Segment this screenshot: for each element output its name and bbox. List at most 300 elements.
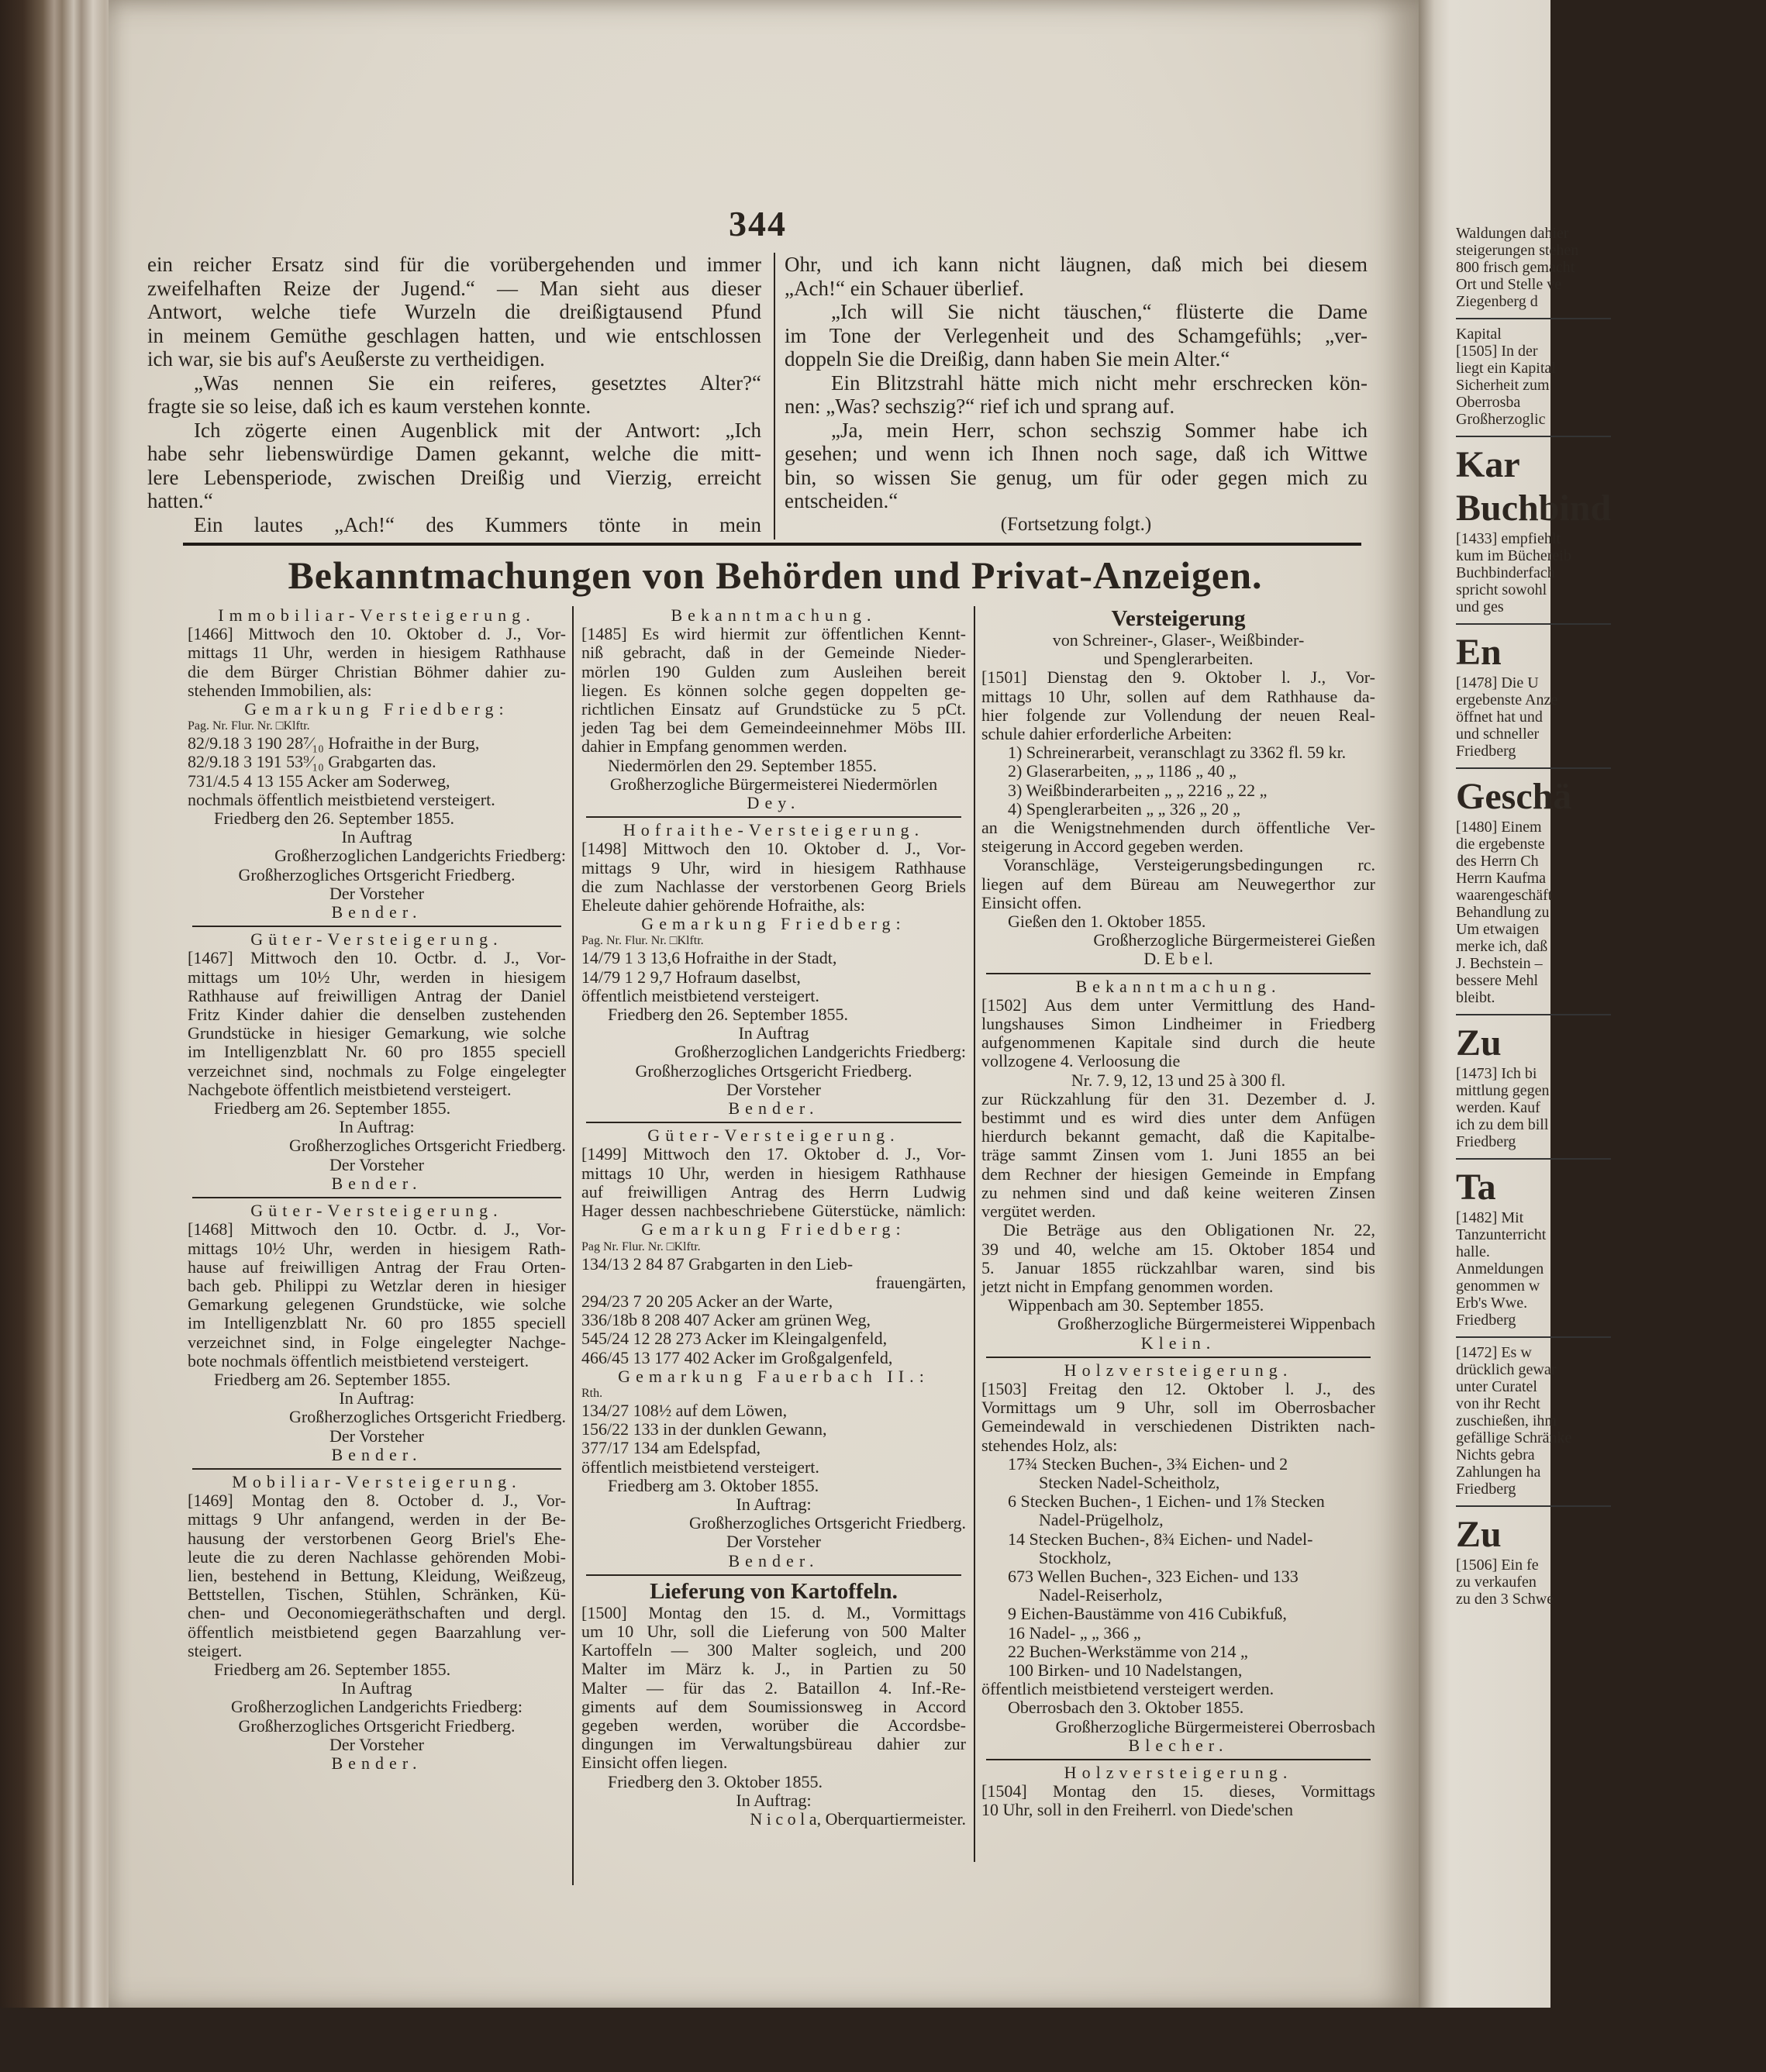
adjacent-page-text-fragment: liegt ein Kapital xyxy=(1456,360,1556,377)
announcement-text-line: mittags 11 Uhr, werden in hiesigem Rathhause xyxy=(188,643,566,663)
adjacent-page-text-fragment: des Herrn Ch xyxy=(1456,853,1539,870)
announcement-divider xyxy=(586,1122,961,1123)
signature-line: D. E b e l. xyxy=(1143,949,1213,969)
announcement-text-line: 1) Schreinerarbeit, veranschlagt zu 3362 fl. 59 kr. xyxy=(1008,743,1347,763)
announcement-text-line: steigerung in Accord gegeben werden. xyxy=(981,836,1243,857)
story-text-line: hatten.“ xyxy=(147,489,213,512)
announcement-text-line: stehendes Holz, als: xyxy=(981,1435,1118,1455)
story-text-line: gesehen; und wenn ich Ihnen noch sage, daß ich Wittwe xyxy=(785,442,1368,465)
announcement-text-line: lungshauses Simon Lindheimer in Friedberg xyxy=(981,1014,1375,1034)
adjacent-page-text-fragment: unter Curatel xyxy=(1456,1378,1537,1395)
announcement-text-line: Gemeindewald in verschiedenen Distrikten nach- xyxy=(981,1416,1375,1436)
fragment-divider xyxy=(1456,623,1611,625)
announcement-text-line: [1500] Montag den 15. d. M., Vormittags xyxy=(581,1602,966,1622)
announcement-text-line: 336/18b 8 208 407 Acker am grünen Weg, xyxy=(581,1310,871,1330)
announcement-heading: Bender. xyxy=(728,1550,819,1570)
adjacent-page-text-fragment: Zu xyxy=(1456,1022,1502,1064)
announcement-text-line: hierdurch bekannt gemacht, daß die Kapitalbe- xyxy=(981,1126,1375,1146)
adjacent-page-text-fragment: Großherzoglic xyxy=(1456,411,1546,428)
section-rule xyxy=(183,543,1361,546)
announcement-heading: Blecher. xyxy=(1128,1735,1229,1755)
signature-line: Großherzogliches Ortsgericht Friedberg. xyxy=(289,1407,566,1427)
announcement-text-line: bote nochmals öffentlich meistbietend versteigert. xyxy=(188,1350,529,1370)
adjacent-page-text-fragment: [1472] Es w xyxy=(1456,1344,1532,1361)
adjacent-page-text-fragment: [1506] Ein fe xyxy=(1456,1557,1539,1574)
announcement-text-line: Fritz Kinder dahier die denselben zustehenden xyxy=(188,1005,566,1025)
signature-line: Der Vorsteher xyxy=(329,1154,424,1174)
signature-line: und Spenglerarbeiten. xyxy=(1103,649,1254,669)
announcement-text-line: [1503] Freitag den 12. Oktober l. J., des xyxy=(981,1378,1375,1398)
announcement-text-line: Gießen den 1. Oktober 1855. xyxy=(1008,912,1206,932)
announcement-text-line: [1502] Aus dem unter Vermittlung des Hand- xyxy=(981,995,1375,1015)
adjacent-page-text-fragment: und schneller xyxy=(1456,726,1540,743)
signature-line: Großherzogliches Ortsgericht Friedberg. xyxy=(238,1715,516,1736)
story-text-line: in meinem Gemüthe geschlagen hatten, und wie entschlossen xyxy=(147,323,761,347)
signature-line: Der Vorsteher xyxy=(726,1079,821,1099)
announcement-text-line: lien, bestehend in Bettung, Kleidung, Weißzeug, xyxy=(188,1565,566,1585)
signature-line: In Auftrag xyxy=(341,1678,412,1698)
announcement-text-line: im Intelligenzblatt Nr. 60 pro 1855 speciell xyxy=(188,1313,566,1333)
adjacent-page-text-fragment: Nichts gebra xyxy=(1456,1446,1535,1464)
announcement-text-line: 673 Wellen Buchen-, 323 Eichen- und 133 xyxy=(1008,1566,1299,1586)
announcement-text-line: mittags 10 Uhr, werden in hiesigem Rathhause xyxy=(581,1163,966,1183)
adjacent-page-text-fragment: Ort und Stelle ve xyxy=(1456,276,1562,293)
announcement-text-line: Stecken Nadel-Scheitholz, xyxy=(1039,1472,1220,1492)
adjacent-page-text-fragment: Behandlung zu xyxy=(1456,904,1550,921)
adjacent-page-text-fragment: [1482] Mit xyxy=(1456,1209,1524,1226)
announcement-text-line: 134/13 2 84 87 Grabgarten in den Lieb- xyxy=(581,1253,854,1274)
announcement-heading: Bekanntmachung. xyxy=(671,605,877,625)
adjacent-page-text-fragment: Buchbinderfach xyxy=(1456,564,1555,581)
adjacent-page-text-fragment: bessere Mehl xyxy=(1456,972,1539,989)
adjacent-page-text-fragment: genommen w xyxy=(1456,1277,1540,1295)
announcement-text-line: vollzogene 4. Verloosung die xyxy=(981,1051,1181,1071)
story-text-line: bin, so wissen Sie genug, um für oder gegen mich zu xyxy=(785,465,1368,489)
adjacent-page-text-fragment: Tanzunterricht xyxy=(1456,1226,1547,1243)
announcement-text-line: verzeichnet sind, nochmals zu Folge eingelegter xyxy=(188,1060,566,1081)
announcement-text-line: die dem Bürger Christian Böhmer dahier zu- xyxy=(188,661,566,681)
announcement-text-line: mittags 10½ Uhr, werden in hiesigem Rath- xyxy=(188,1238,566,1258)
announcement-text-line: [1485] Es wird hiermit zur öffentlichen Kennt- xyxy=(581,624,966,644)
announcement-text-line: hier folgende zur Vollendung der neuen Real- xyxy=(981,705,1375,725)
signature-line: Großherzogliche Bürgermeisterei Niedermörlen xyxy=(609,774,938,794)
announcement-text-line: [1498] Mittwoch den 10. Oktober d. J., Vor- xyxy=(581,839,966,859)
announcement-text-line: mittags um 10½ Uhr, werden in hiesigem xyxy=(188,967,566,987)
adjacent-page-text-fragment: öffnet hat und xyxy=(1456,708,1543,726)
announcement-divider xyxy=(986,973,1371,974)
announcement-text-line: 377/17 134 am Edelspfad, xyxy=(581,1438,761,1458)
announcement-text-line: [1504] Montag den 15. dieses, Vormittags xyxy=(981,1781,1375,1801)
announcement-text-line: Bettstellen, Tischen, Stühlen, Schränken, Kü- xyxy=(188,1584,566,1605)
announcement-text-line: Gemarkung gelegenen Grundstücke, wie solche xyxy=(188,1295,566,1315)
announcement-text-line: 100 Birken- und 10 Nadelstangen, xyxy=(1008,1660,1243,1680)
signature-line: Großherzogliches Ortsgericht Friedberg. xyxy=(689,1513,966,1533)
announcement-text-line: an die Wenigstnehmenden durch öffentliche Ver- xyxy=(981,818,1375,838)
signature-line: Der Vorsteher xyxy=(329,1426,424,1446)
adjacent-page-text-fragment: und ges xyxy=(1456,598,1504,615)
story-text-line: nen: „Was? sechszig?“ rief ich und sprang auf. xyxy=(785,395,1175,418)
adjacent-page-text-fragment: drücklich gewar xyxy=(1456,1361,1557,1378)
column-divider xyxy=(774,253,775,540)
announcement-text-line: Friedberg am 26. September 1855. xyxy=(214,1369,451,1389)
adjacent-page-text-fragment: [1473] Ich bi xyxy=(1456,1065,1537,1082)
signature-line: In Auftrag xyxy=(341,827,412,847)
announcement-heading: Güter-Versteigerung. xyxy=(250,1201,503,1221)
adjacent-page xyxy=(1419,0,1612,2015)
announcement-text-line: [1467] Mittwoch den 10. Octbr. d. J., Vor- xyxy=(188,948,566,968)
announcement-text-line: 9 Eichen-Baustämme von 416 Cubikfuß, xyxy=(1008,1604,1287,1624)
announcement-text-line: mörlen 190 Gulden zum Ausleihen bereit xyxy=(581,661,966,681)
adjacent-page-text-fragment: Kapital xyxy=(1456,326,1502,343)
fragment-divider xyxy=(1456,1014,1611,1015)
adjacent-page-text-fragment: Kar xyxy=(1456,444,1520,485)
signature-line: Der Vorsteher xyxy=(329,1734,424,1754)
announcement-heading: Bender. xyxy=(728,1098,819,1119)
announcement-heading: Bender. xyxy=(331,1444,423,1464)
announcement-heading: Bender. xyxy=(331,902,423,922)
announcement-text-line: Rathhause auf freiwilligen Antrag der Daniel xyxy=(188,985,566,1005)
adjacent-page-text-fragment: steigerungen stehen xyxy=(1456,242,1579,259)
story-text-line: doppeln Sie die Dreißig, dann haben Sie mein Alter.“ xyxy=(785,347,1230,371)
announcement-heading: Güter-Versteigerung. xyxy=(647,1126,900,1146)
announcement-divider xyxy=(986,1357,1371,1358)
adjacent-page-text-fragment: von ihr Recht xyxy=(1456,1395,1540,1412)
announcement-heading: Immobiliar-Versteigerung. xyxy=(218,605,536,625)
table-header: Pag Nr. Flur. Nr. □Klftr. xyxy=(581,1239,701,1253)
announcement-text-line: hause auf freiwilligen Antrag der Frau Orten- xyxy=(188,1257,566,1277)
announcement-text-line: öffentlich meistbietend versteigert. xyxy=(581,1457,819,1477)
announcement-text-line: zu nehmen sind und daß keine weiteren Zinsen xyxy=(981,1182,1375,1202)
adjacent-page-text-fragment: Ziegenberg d xyxy=(1456,293,1538,310)
announcement-text-line: träge sammt Zinsen vom 1. Juni 1855 an bei xyxy=(981,1145,1375,1165)
announcement-text-line: Einsicht offen. xyxy=(981,892,1082,912)
signature-line: Großherzoglichen Landgerichts Friedberg: xyxy=(231,1697,523,1717)
announcement-text-line: jeden Tag bei dem Gemeindeeinnehmer Möbs III. xyxy=(581,718,966,738)
fragment-divider xyxy=(1456,767,1611,769)
announcement-text-line: Nadel-Reiserholz, xyxy=(1039,1585,1163,1605)
serial-story-left-column xyxy=(147,253,761,536)
announcement-text-line: chen- und Oeconomiegeräthschaften und dergl. xyxy=(188,1603,566,1623)
adjacent-page-text-fragment: kum im Büchereib xyxy=(1456,547,1571,564)
announcement-heading: Gemarkung Friedberg: xyxy=(641,1219,906,1239)
fragment-divider xyxy=(1456,436,1611,437)
fragment-divider xyxy=(1456,1336,1611,1338)
adjacent-page-text-fragment: [1433] empfiehlt xyxy=(1456,530,1561,547)
adjacent-page-text-fragment: mittlung gegen xyxy=(1456,1082,1550,1099)
announcement-text-line: steigert. xyxy=(188,1640,243,1660)
announcement-heading: Klein. xyxy=(1140,1332,1216,1353)
announcement-heading: Güter-Versteigerung. xyxy=(250,929,503,950)
announcement-text-line: Eheleute dahier gehörende Hofraithe, als: xyxy=(581,895,865,915)
signature-line: Großherzogliches Ortsgericht Friedberg. xyxy=(238,864,516,884)
announcement-text-line: Hager dessen nachbeschriebene Güterstücke, nämlich: xyxy=(581,1201,966,1221)
announcement-text-line: 10 Uhr, soll in den Freiherrl. von Diede'schen xyxy=(981,1800,1294,1820)
announcement-text-line: Grundstücke in hiesiger Gemarkung, wie solche xyxy=(188,1023,566,1043)
adjacent-page-text-fragment: Friedberg xyxy=(1456,1481,1516,1498)
announcement-text-line: Nadel-Prügelholz, xyxy=(1039,1510,1164,1530)
announcement-text-line: Oberrosbach den 3. Oktober 1855. xyxy=(1008,1698,1244,1718)
signature-line: In Auftrag: xyxy=(339,1388,415,1408)
announcement-text-line: 82/9.18 3 190 28⁷⁄₁₀ Hofraithe in der Burg, xyxy=(188,733,480,753)
signature-line: Großherzoglichen Landgerichts Friedberg: xyxy=(674,1042,966,1062)
adjacent-page-text-fragment: Zu xyxy=(1456,1514,1502,1555)
announcement-text-line: Vormittags um 9 Uhr, soll im Oberrosbacher xyxy=(981,1398,1375,1418)
announcement-divider xyxy=(586,1574,961,1576)
announcement-heading: Holzversteigerung. xyxy=(1064,1360,1293,1380)
announcement-text-line: öffentlich meistbietend versteigert werden. xyxy=(981,1679,1274,1699)
adjacent-page-text-fragment: Friedberg xyxy=(1456,1133,1516,1150)
announcement-text-line: 134/27 108½ auf dem Löwen, xyxy=(581,1400,788,1420)
signature-line: Großherzogliche Bürgermeisterei Wippenbach xyxy=(1057,1314,1375,1334)
adjacent-page-text-fragment: zu verkaufen xyxy=(1456,1574,1537,1591)
adjacent-page-text-fragment: Ta xyxy=(1456,1167,1496,1208)
announcement-text-line: 5. Januar 1855 rückzahlbar waren, sind bis xyxy=(981,1257,1375,1277)
announcement-heading: Mobiliar-Versteigerung. xyxy=(232,1471,522,1491)
announcement-heading: Gemarkung Fauerbach II.: xyxy=(618,1366,930,1386)
announcement-heading: Hofraithe-Versteigerung. xyxy=(623,820,925,840)
fragment-divider xyxy=(1456,1505,1611,1507)
announcements-headline: Bekanntmachungen von Behörden und Privat-Anzeigen. xyxy=(288,553,1263,597)
story-text-line: fragte sie so leise, daß ich es kaum verstehen konnte. xyxy=(147,395,592,418)
announcement-text-line: [1499] Mittwoch den 17. Oktober d. J., Vor- xyxy=(581,1144,966,1164)
signature-line: Großherzogliches Ortsgericht Friedberg. xyxy=(289,1136,566,1156)
adjacent-page-text-fragment: Herrn Kaufma xyxy=(1456,870,1547,887)
announcement-text-line: 22 Buchen-Werkstämme von 214 „ xyxy=(1008,1641,1248,1661)
announcement-text-line: hausung der verstorbenen Georg Briel's Ehe- xyxy=(188,1528,566,1548)
announcement-text-line: giments auf dem Soumissionsweg in Accord xyxy=(581,1696,966,1716)
announcement-text-line: Nachgebote öffentlich meistbietend versteigert. xyxy=(188,1079,512,1099)
adjacent-page-text-fragment: Um etwaigen xyxy=(1456,921,1540,938)
story-text-line: Ein Blitzstrahl hätte mich nicht mehr erschrecken kön- xyxy=(831,371,1368,395)
announcement-text-line: Stockholz, xyxy=(1039,1547,1112,1567)
announcement-text-line: dem Rechner der hiesigen Gemeinde in Empfang xyxy=(981,1164,1375,1184)
announcement-text-line: mittags 9 Uhr anfangend, werden in der Be- xyxy=(188,1509,566,1529)
announcement-text-line: die zum Nachlasse der verstorbenen Georg Briels xyxy=(581,876,966,896)
announcement-text-line: [1501] Dienstag den 9. Oktober l. J., Vor- xyxy=(981,667,1375,688)
announcement-text-line: gegeben werden, worüber die Accordsbe- xyxy=(581,1715,966,1735)
adjacent-page-text-fragment: En xyxy=(1456,632,1502,673)
announcement-text-line: 14/79 1 2 9,7 Hofraum daselbst, xyxy=(581,967,801,987)
story-text-line: Ohr, und ich kann nicht läugnen, daß mich bei diesem xyxy=(785,253,1368,276)
signature-line: Großherzogliche Bürgermeisterei Oberrosbach xyxy=(1055,1716,1375,1736)
announcement-text-line: liegen. Es können solche gegen doppelten ge- xyxy=(581,680,966,700)
announcement-heading: Dey. xyxy=(747,793,801,813)
announcement-text-line: öffentlich meistbietend gegen Baarzahlung ver- xyxy=(188,1622,566,1642)
announcement-text-line: mittags 10 Uhr, sollen auf dem Rathhause da- xyxy=(981,686,1375,706)
page-number: 344 xyxy=(729,204,787,243)
story-text-line: „Ich will Sie nicht täuschen,“ flüsterte die Dame xyxy=(831,300,1368,323)
announcement-text-line: Niedermörlen den 29. September 1855. xyxy=(608,755,878,775)
announcement-text-line: 545/24 12 28 273 Acker im Kleingalgenfeld, xyxy=(581,1329,888,1349)
story-text-line: im Tone der Verlegenheit und des Schamgefühls; „ver- xyxy=(785,323,1368,347)
announcement-text-line: öffentlich meistbietend versteigert. xyxy=(581,985,819,1005)
announcement-text-line: Friedberg am 3. Oktober 1855. xyxy=(608,1475,819,1495)
announcement-text-line: 39 und 40, welche am 15. Oktober 1854 und xyxy=(981,1239,1375,1259)
announcement-text-line: 14/79 1 3 13,6 Hofraithe in der Stadt, xyxy=(581,948,837,968)
announcement-divider xyxy=(192,1468,561,1470)
adjacent-page-text-fragment: ergebenste Anze xyxy=(1456,691,1558,708)
announcement-text-line: verzeichnet sind, in Folge eingelegter Nachge- xyxy=(188,1332,566,1352)
announcements-column-1 xyxy=(188,606,566,1773)
adjacent-page-text-fragment: gefällige Schränke xyxy=(1456,1429,1572,1446)
adjacent-page-text-fragment: werden. Kauf xyxy=(1456,1099,1540,1116)
announcement-text-line: dahier in Empfang genommen werden. xyxy=(581,736,847,757)
announcement-text-line: 14 Stecken Buchen-, 8¾ Eichen- und Nadel- xyxy=(1008,1529,1313,1549)
announcement-text-line: Friedberg am 26. September 1855. xyxy=(214,1098,451,1119)
announcement-text-line: 6 Stecken Buchen-, 1 Eichen- und 1⅞ Stecken xyxy=(1008,1491,1325,1512)
serial-story-right-column xyxy=(785,253,1368,536)
announcement-divider xyxy=(986,1759,1371,1760)
announcement-text-line: 4) Spenglerarbeiten „ „ 326 „ 20 „ xyxy=(1008,798,1240,819)
adjacent-page-text-fragment: J. Bechstein – xyxy=(1456,955,1543,972)
announcement-text-line: Voranschläge, Versteigerungsbedingungen rc. xyxy=(1003,855,1375,875)
signature-line: von Schreiner-, Glaser-, Weißbinder- xyxy=(1052,630,1305,650)
adjacent-page-text-fragment: merke ich, daß xyxy=(1456,938,1548,955)
announcement-heading: Gemarkung Friedberg: xyxy=(244,699,509,719)
announcement-text-line: aufgenommenen Kapitale sind durch die heute xyxy=(981,1033,1375,1053)
announcement-text-line: 3) Weißbinderarbeiten „ „ 2216 „ 22 „ xyxy=(1008,780,1268,800)
announcement-text-line: nochmals öffentlich meistbietend versteigert. xyxy=(188,789,495,809)
adjacent-page-text-fragment: Geschä xyxy=(1456,776,1572,817)
announcement-text-line: 82/9.18 3 191 53⁹⁄₁₀ Grabgarten das. xyxy=(188,752,436,772)
signature-line: frauengärten, xyxy=(875,1272,966,1292)
announcement-text-line: jetzt nicht in Empfang genommen worden. xyxy=(981,1276,1274,1296)
announcement-text-line: richtlichen Einsatz auf Grundstücke zu 5 pCt. xyxy=(581,699,966,719)
announcement-text-line: [1466] Mittwoch den 10. Oktober d. J., Vor- xyxy=(188,624,566,644)
announcement-text-line: 16 Nadel- „ „ 366 „ xyxy=(1008,1622,1141,1643)
announcement-text-line: [1468] Mittwoch den 10. Octbr. d. J., Vor- xyxy=(188,1219,566,1239)
announcement-text-line: 466/45 13 177 402 Acker im Großgalgenfeld, xyxy=(581,1347,893,1367)
announcement-title: Lieferung von Kartoffeln. xyxy=(650,1578,898,1604)
column-divider xyxy=(974,606,975,1862)
announcement-heading: Gemarkung Friedberg: xyxy=(641,914,906,934)
announcement-text-line: Wippenbach am 30. September 1855. xyxy=(1008,1295,1264,1315)
announcement-text-line: vergütet werden. xyxy=(981,1201,1096,1222)
fragment-divider xyxy=(1456,318,1611,319)
announcement-title: Versteigerung xyxy=(1111,606,1246,631)
book-edge xyxy=(0,0,116,2072)
story-text-line: ein reicher Ersatz sind für die vorübergehenden und immer xyxy=(147,253,761,276)
announcement-heading: Bender. xyxy=(331,1173,423,1193)
fragment-divider xyxy=(1456,1158,1611,1160)
adjacent-page-text-fragment: Oberrosba xyxy=(1456,394,1521,411)
signature-line: In Auftrag: xyxy=(736,1494,812,1514)
signature-line: Großherzoglichen Landgerichts Friedberg: xyxy=(274,846,566,866)
announcement-text-line: zur Rückzahlung für den 31. Dezember d. J. xyxy=(981,1088,1375,1108)
signature-line: N i c o l a, Oberquartiermeister. xyxy=(750,1808,966,1829)
signature-line: Nr. 7. 9, 12, 13 und 25 à 300 fl. xyxy=(1071,1070,1286,1090)
announcement-text-line: mittags 9 Uhr, wird in hiesigem Rathhause xyxy=(581,857,966,877)
announcement-text-line: dingungen im Verwaltungsbüreau dahier zur xyxy=(581,1734,966,1754)
adjacent-page-text-fragment: spricht sowohl xyxy=(1456,581,1547,598)
announcement-text-line: stehenden Immobilien, als: xyxy=(188,680,372,700)
story-text-line: „Ja, mein Herr, schon sechszig Sommer habe ich xyxy=(831,418,1368,442)
story-text-line: „Was nennen Sie ein reiferes, gesetztes Alter?“ xyxy=(194,371,761,395)
announcement-heading: Bender. xyxy=(331,1753,423,1773)
announcement-text-line: niß gebracht, daß in der Gemeinde Nieder- xyxy=(581,643,966,663)
announcement-text-line: Malter — für das 2. Bataillon 4. Inf.-Re- xyxy=(581,1677,966,1698)
signature-line: In Auftrag xyxy=(738,1023,809,1043)
announcement-text-line: [1469] Montag den 8. October d. J., Vor- xyxy=(188,1491,566,1511)
adjacent-page-text-fragment: Waldungen dahier xyxy=(1456,225,1569,242)
announcement-text-line: Kartoffeln — 300 Malter sogleich, und 200 xyxy=(581,1640,966,1660)
announcement-text-line: schule dahier erforderliche Arbeiten: xyxy=(981,724,1233,744)
adjacent-page-text-fragment: zu den 3 Schwe xyxy=(1456,1591,1554,1608)
signature-line: Der Vorsteher xyxy=(726,1532,821,1552)
table-header: Pag. Nr. Flur. Nr. □Klftr. xyxy=(188,719,310,733)
column-divider xyxy=(572,606,574,1885)
story-text-line: Ein lautes „Ach!“ des Kummers tönte in mein xyxy=(194,512,761,536)
adjacent-page-text-fragment: Friedberg xyxy=(1456,1312,1516,1329)
announcement-text-line: 2) Glaserarbeiten, „ „ 1186 „ 40 „ xyxy=(1008,761,1237,781)
story-text-line: zweifelhaften Reize der Jugend.“ — Man sieht aus dieser xyxy=(147,276,761,300)
announcement-divider xyxy=(192,1197,561,1198)
announcement-text-line: im Intelligenzblatt Nr. 60 pro 1855 speciell xyxy=(188,1042,566,1062)
announcements-column-2 xyxy=(581,606,966,1829)
announcement-text-line: um 10 Uhr, soll die Lieferung von 500 Malter xyxy=(581,1621,966,1641)
adjacent-page-text-fragment: [1478] Die U xyxy=(1456,674,1539,691)
adjacent-page-text-fragment: [1505] In der xyxy=(1456,343,1538,360)
announcement-text-line: bach geb. Philippi zu Wetzlar deren in hiesiger xyxy=(188,1275,566,1295)
announcement-text-line: 294/23 7 20 205 Acker an der Warte, xyxy=(581,1291,833,1311)
story-text-line: „Ach!“ ein Schauer überlief. xyxy=(785,276,1024,300)
adjacent-page-text-fragment: bleibt. xyxy=(1456,989,1495,1006)
announcement-text-line: leute die zu deren Nachlasse gehörenden Mobi- xyxy=(188,1546,566,1567)
signature-line: In Auftrag: xyxy=(339,1117,415,1137)
announcement-text-line: Die Beträge aus den Obligationen Nr. 22, xyxy=(1003,1220,1375,1240)
announcement-text-line: bestimmt und es wird dies unter dem Anfügen xyxy=(981,1108,1375,1128)
announcements-column-3 xyxy=(981,606,1375,1820)
adjacent-page-text-fragment: Anmeldungen xyxy=(1456,1260,1544,1277)
adjacent-page-text-fragment: 800 frisch gemacht xyxy=(1456,259,1575,276)
adjacent-page-fragments xyxy=(1456,225,1766,1608)
announcement-text-line: Friedberg den 26. September 1855. xyxy=(608,1005,848,1025)
adjacent-page-text-fragment: Buchbind xyxy=(1456,488,1612,529)
announcement-text-line: Friedberg am 26. September 1855. xyxy=(214,1659,451,1679)
adjacent-page-text-fragment: zuschießen, ihm xyxy=(1456,1412,1557,1429)
adjacent-page-text-fragment: Erb's Wwe. xyxy=(1456,1295,1528,1312)
signature-line: Großherzogliches Ortsgericht Friedberg. xyxy=(635,1060,912,1081)
story-text-line: (Fortsetzung folgt.) xyxy=(1000,513,1152,535)
adjacent-page-text-fragment: Friedberg xyxy=(1456,743,1516,760)
story-text-line: entscheiden.“ xyxy=(785,489,899,512)
adjacent-page-text-fragment: die ergebenste xyxy=(1456,836,1545,853)
story-text-line: Antwort, welche tiefe Wurzeln die dreißigtausend Pfund xyxy=(147,300,761,323)
announcement-text-line: Einsicht offen liegen. xyxy=(581,1753,728,1773)
signature-line: Großherzogliche Bürgermeisterei Gießen xyxy=(1093,930,1375,950)
story-text-line: Ich zögerte einen Augenblick mit der Antwort: „Ich xyxy=(194,418,761,442)
announcement-heading: Holzversteigerung. xyxy=(1064,1762,1293,1782)
story-text-line: ich war, sie bis auf's Aeußerste zu vertheidigen. xyxy=(147,347,545,371)
announcement-heading: Bekanntmachung. xyxy=(1075,976,1281,996)
announcement-divider xyxy=(586,816,961,818)
announcement-text-line: Malter im März k. J., in Partien zu 50 xyxy=(581,1659,966,1679)
table-header: Pag. Nr. Flur. Nr. □Klftr. xyxy=(581,934,704,948)
adjacent-page-text-fragment: waarengeschäft xyxy=(1456,887,1553,904)
announcement-divider xyxy=(192,926,561,927)
announcement-text-line: 731/4.5 4 13 155 Acker am Soderweg, xyxy=(188,771,450,791)
announcement-text-line: Friedberg den 3. Oktober 1855. xyxy=(608,1771,823,1791)
announcement-text-line: auf freiwilligen Antrag des Herrn Ludwig xyxy=(581,1181,966,1201)
adjacent-page-text-fragment: ich zu dem bill xyxy=(1456,1116,1549,1133)
table-header: Rth. xyxy=(581,1386,603,1400)
adjacent-page-text-fragment: halle. xyxy=(1456,1243,1490,1260)
announcement-text-line: 156/22 133 in der dunklen Gewann, xyxy=(581,1419,827,1439)
signature-line: Der Vorsteher xyxy=(329,883,424,903)
adjacent-page-text-fragment: [1480] Einem xyxy=(1456,819,1542,836)
announcement-text-line: liegen auf dem Büreau am Neuwegerthor zur xyxy=(981,874,1375,894)
announcement-text-line: Friedberg den 26. September 1855. xyxy=(214,808,454,829)
